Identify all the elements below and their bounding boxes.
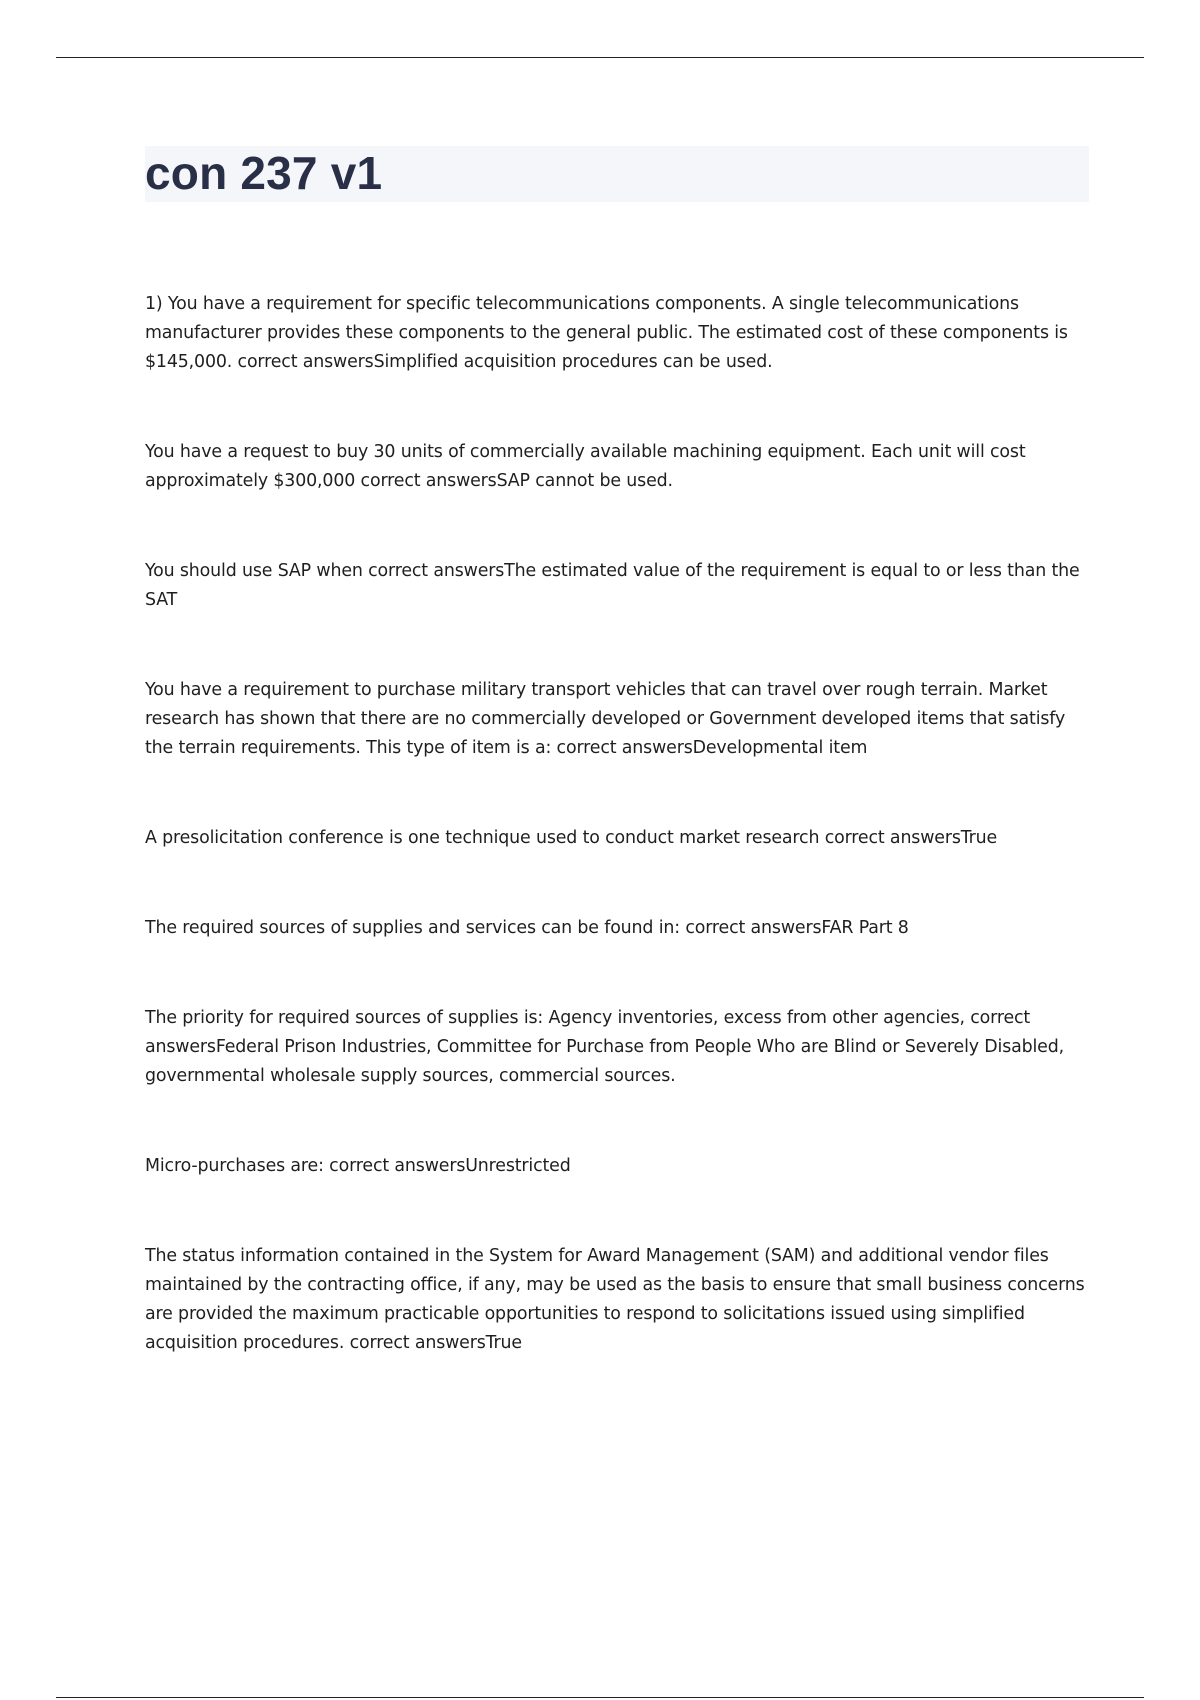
qa-item-8: Micro-purchases are: correct answersUnrestricted xyxy=(145,1156,571,1176)
document-title: con 237 v1 xyxy=(145,147,383,199)
qa-item-5: A presolicitation conference is one technique used to conduct market research correct answersTrue xyxy=(145,828,998,848)
qa-list xyxy=(145,290,1095,1419)
qa-item-2: You have a request to buy 30 units of commercially available machining equipment. Each unit will cost approximately $300,000 correct answersSAP cannot be used. xyxy=(145,442,1026,491)
qa-item-9: The status information contained in the System for Award Management (SAM) and additional vendor files maintained by the contracting office, if any, may be used as the basis to ensure that small business concerns are provided the maximum practicable opportunities to respond to solicitations issued using simplified acquisition procedures. correct answersTrue xyxy=(145,1246,1085,1353)
qa-item-3: You should use SAP when correct answersThe estimated value of the requirement is equal to or less than the SAT xyxy=(145,561,1080,610)
qa-item-6: The required sources of supplies and services can be found in: correct answersFAR Part 8 xyxy=(145,918,909,938)
bottom-rule xyxy=(56,1697,1144,1698)
qa-item-1: 1) You have a requirement for specific telecommunications components. A single telecommunications manufacturer provides these components to the general public. The estimated cost of these components is $145,000. correct answersSimplified acquisition procedures can be used. xyxy=(145,294,1068,372)
qa-item-4: You have a requirement to purchase military transport vehicles that can travel over rough terrain. Market research has shown that there are no commercially developed or Government developed items that satisfy the terrain requirements. This type of item is a: correct answersDevelopmental item xyxy=(145,680,1066,758)
qa-item-7: The priority for required sources of supplies is: Agency inventories, excess from other agencies, correct answersFederal Prison Industries, Committee for Purchase from People Who are Blind or Severely Disabled, governmental wholesale supply sources, commercial sources. xyxy=(145,1008,1064,1086)
top-rule xyxy=(56,57,1144,58)
